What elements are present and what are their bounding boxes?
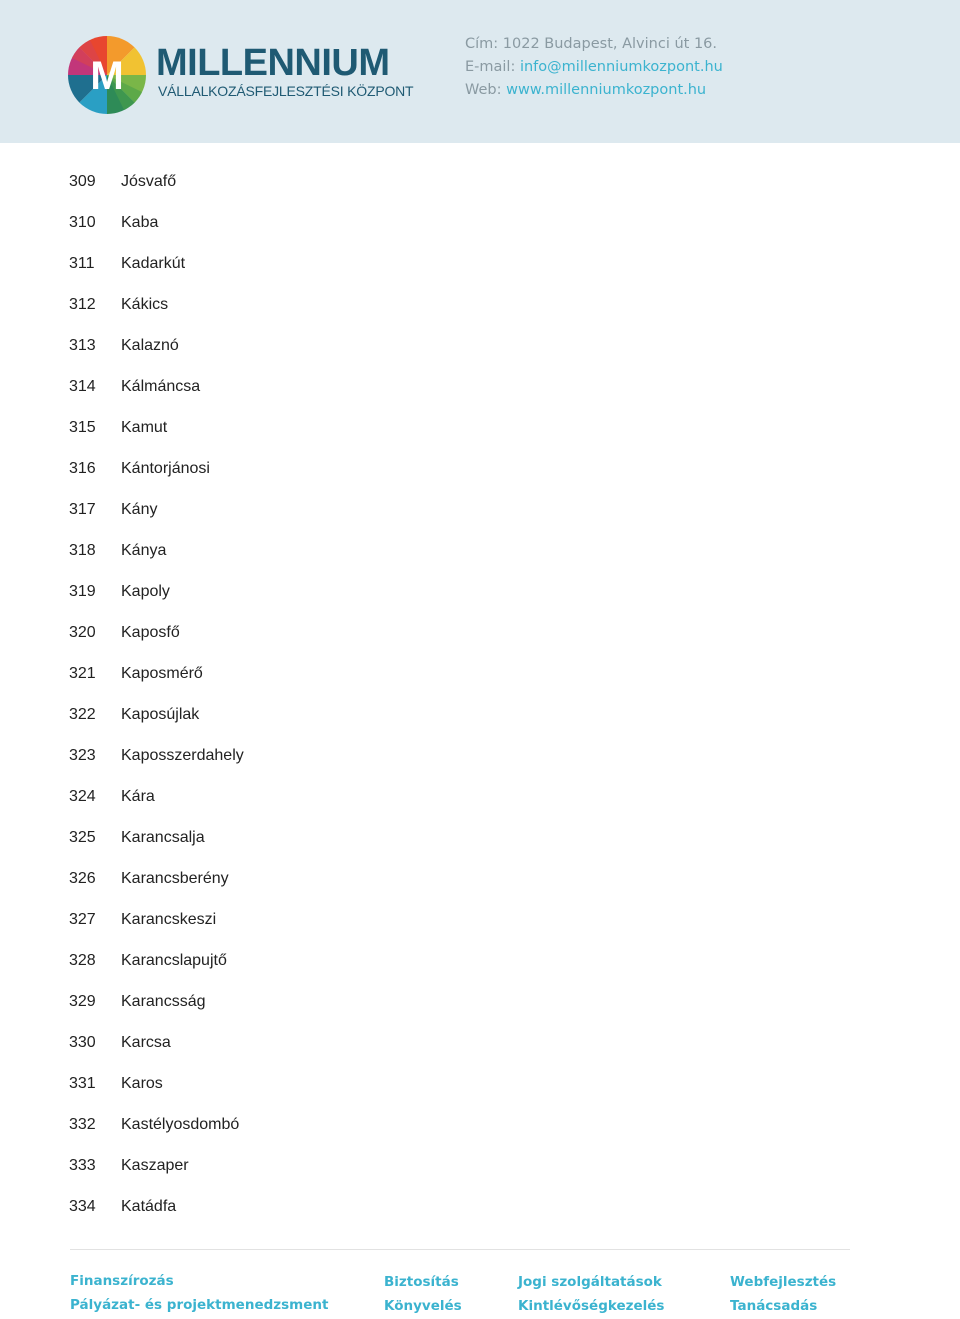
item-number: 325 <box>69 829 96 846</box>
address-label: Cím: <box>465 36 499 52</box>
item-number: 311 <box>69 255 95 272</box>
item-number: 329 <box>69 993 96 1010</box>
item-number: 324 <box>69 788 96 805</box>
item-name: Karcsa <box>121 1034 171 1051</box>
item-number: 312 <box>69 296 96 313</box>
list-item <box>0 991 960 1032</box>
list-item <box>0 1196 960 1237</box>
item-name: Kaszaper <box>121 1157 189 1174</box>
item-name: Kákics <box>121 296 169 313</box>
list-item <box>0 581 960 622</box>
item-number: 317 <box>69 501 96 518</box>
item-number: 334 <box>69 1198 96 1215</box>
list-item <box>0 1073 960 1114</box>
list-item <box>0 827 960 868</box>
item-number: 331 <box>69 1075 96 1092</box>
item-number: 310 <box>69 214 96 231</box>
contact-web-row <box>465 79 723 102</box>
item-name: Kaposmérő <box>121 665 203 682</box>
item-name: Kaposfő <box>121 624 180 641</box>
list-item <box>0 540 960 581</box>
footer-link-consulting[interactable]: Tanácsadás <box>730 1298 818 1314</box>
item-name: Kapoly <box>121 583 170 600</box>
item-number: 328 <box>69 952 96 969</box>
item-number: 309 <box>69 173 96 190</box>
item-number: 321 <box>69 665 96 682</box>
contact-email-row <box>465 56 723 79</box>
item-name: Karancsberény <box>121 870 229 887</box>
item-name: Kamut <box>121 419 168 436</box>
settlement-list <box>0 171 960 1237</box>
footer-link-webdev[interactable]: Webfejlesztés <box>730 1274 837 1290</box>
item-number: 320 <box>69 624 96 641</box>
item-name: Kaba <box>121 214 159 231</box>
email-link[interactable]: info@millenniumkozpont.hu <box>519 59 723 75</box>
logo-letter: M <box>90 54 124 98</box>
item-number: 332 <box>69 1116 96 1133</box>
item-name: Kánya <box>121 542 167 559</box>
item-number: 318 <box>69 542 96 559</box>
item-number: 326 <box>69 870 96 887</box>
list-item <box>0 212 960 253</box>
list-item <box>0 253 960 294</box>
footer-link-debt[interactable]: Kintlévőségkezelés <box>518 1298 665 1314</box>
item-name: Karancskeszi <box>121 911 217 928</box>
list-item <box>0 417 960 458</box>
list-item <box>0 294 960 335</box>
item-number: 314 <box>69 378 96 395</box>
footer-link-legal[interactable]: Jogi szolgáltatások <box>518 1274 662 1290</box>
item-name: Karancsalja <box>121 829 205 846</box>
web-link[interactable]: www.millenniumkozpont.hu <box>506 82 707 98</box>
item-number: 319 <box>69 583 96 600</box>
list-item <box>0 704 960 745</box>
item-name: Katádfa <box>121 1198 177 1215</box>
item-number: 316 <box>69 460 96 477</box>
item-name: Karos <box>121 1075 163 1092</box>
item-number: 315 <box>69 419 96 436</box>
item-number: 323 <box>69 747 96 764</box>
item-name: Kastélyosdombó <box>121 1116 240 1133</box>
footer-link-tender[interactable]: Pályázat- és projektmenedzsment <box>70 1297 329 1313</box>
item-name: Kaposszerdahely <box>121 747 244 764</box>
item-number: 333 <box>69 1157 96 1174</box>
footer-link-accounting[interactable]: Könyvelés <box>384 1298 462 1314</box>
address-value: 1022 Budapest, Alvinci út 16. <box>502 36 718 52</box>
list-item <box>0 499 960 540</box>
list-item <box>0 1155 960 1196</box>
list-item <box>0 950 960 991</box>
footer-link-insurance[interactable]: Biztosítás <box>384 1274 459 1290</box>
contact-address-row <box>465 33 723 56</box>
list-item <box>0 171 960 212</box>
list-item <box>0 335 960 376</box>
item-name: Karancsság <box>121 993 206 1010</box>
list-item <box>0 868 960 909</box>
item-name: Karancslapujtő <box>121 952 227 969</box>
list-item <box>0 786 960 827</box>
item-name: Kálmáncsa <box>121 378 201 395</box>
item-name: Kántorjánosi <box>121 460 210 477</box>
item-name: Kány <box>121 501 158 518</box>
list-item <box>0 1032 960 1073</box>
logo-name: MILLENNIUM <box>156 42 390 84</box>
item-name: Kadarkút <box>121 255 186 272</box>
item-number: 330 <box>69 1034 96 1051</box>
footer-link-finance[interactable]: Finanszírozás <box>70 1273 174 1289</box>
list-item <box>0 909 960 950</box>
contact-block <box>465 33 723 102</box>
list-item <box>0 1114 960 1155</box>
list-item <box>0 458 960 499</box>
item-name: Kaposújlak <box>121 706 200 723</box>
list-item <box>0 663 960 704</box>
item-name: Kalaznó <box>121 337 179 354</box>
item-number: 313 <box>69 337 96 354</box>
item-name: Jósvafő <box>121 173 177 190</box>
page-header <box>0 0 960 143</box>
list-item <box>0 622 960 663</box>
millennium-logo-icon <box>68 36 146 114</box>
list-item <box>0 745 960 786</box>
item-number: 327 <box>69 911 96 928</box>
web-label: Web: <box>465 82 502 98</box>
footer-divider <box>70 1249 850 1250</box>
list-item <box>0 376 960 417</box>
item-number: 322 <box>69 706 96 723</box>
item-name: Kára <box>121 788 155 805</box>
email-label: E-mail: <box>465 59 516 75</box>
logo-tagline: VÁLLALKOZÁSFEJLESZTÉSI KÖZPONT <box>158 83 414 99</box>
